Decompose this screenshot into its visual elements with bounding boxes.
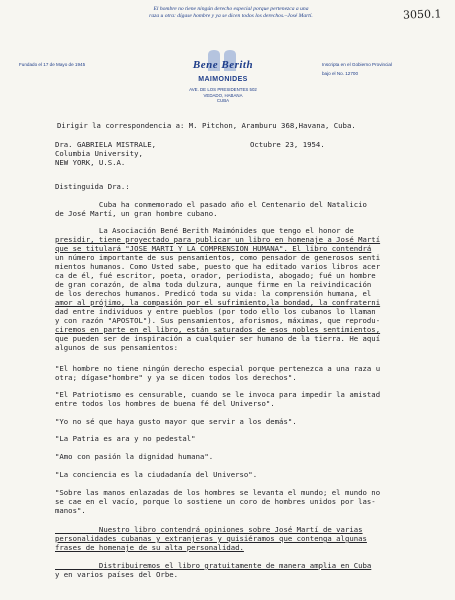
recipient-institution: Columbia University,: [55, 149, 143, 158]
letter-date: Octubre 23, 1954.: [250, 140, 325, 149]
body-line: amor al prójimo, la compasión por el sufrimiento,la bondad, la confraterni: [55, 298, 381, 307]
body-line: de gran corazón, de alma toda dulzura, aunque firme en la reivindicación: [55, 280, 372, 289]
quote-line: "Yo no sé que haya gusto mayor que servir a los demás".: [55, 417, 297, 426]
body-line: que se titulará "JOSE MARTI Y LA COMPRENSION HUMANA". El libro contendrá: [55, 244, 372, 253]
body-line: de José Martí, un gran hombre cubano.: [55, 209, 218, 218]
salutation: Distinguida Dra.:: [55, 182, 130, 191]
closing-line: frases de homenaje de su alta personalidad.: [55, 543, 244, 552]
quote-line: "La Patria es ara y no pedestal": [55, 434, 196, 443]
organization-address: [168, 87, 278, 104]
body-line: La Asociación Bené Berith Maimónides que tengo el honor de: [55, 226, 354, 235]
closing-line: Nuestro libro contendrá opiniones sobre José Martí de varias: [55, 525, 363, 534]
organization-subtitle: MAIMONIDES: [198, 76, 248, 83]
quote-line: se cae en el vacío, porque lo sostiene un coro de hombres unidos por las-: [55, 497, 376, 506]
recipient-city: NEW YORK, U.S.A.: [55, 158, 126, 167]
organization-name: Bene Berith: [192, 59, 254, 71]
motto-line: raza u otra: dígase hombre y ya se dicen todos los derechos.–José Martí.: [149, 13, 313, 19]
body-line: Cuba ha conmemorado el pasado año el Centenario del Natalicio: [55, 200, 367, 209]
quote-line: "El hombre no tiene ningún derecho especial porque pertenezca a una raza u: [55, 364, 381, 373]
quote-line: otra; dígase"hombre" y ya se dicen todos los derechos".: [55, 373, 297, 382]
archive-number: 3050.1: [402, 7, 442, 22]
body-line: ca de él, fué escritor, poeta, orador, periodista, abogado; fué un hombre: [55, 271, 376, 280]
quote-line: "Sobre las manos enlazadas de los hombres se levanta el mundo; el mundo no: [55, 488, 381, 497]
quote-line: "La conciencia es la ciudadanía del Universo".: [55, 470, 258, 479]
motto-line: El hombre no tiene ningún derecho especial porque pertenezca a una: [153, 6, 309, 12]
body-line: un número importante de sus pensamientos, como pensador de generosos senti: [55, 253, 381, 262]
correspondence-line: Dirigir la correspondencia a: M. Pitchon, Aramburu 368,Havana, Cuba.: [57, 121, 356, 130]
inscription: [322, 60, 392, 78]
closing-line: personalidades cubanas y extranjeras y quisiéramos que contenga algunas: [55, 534, 367, 543]
body-line: de los derechos humanos. Predicó toda su vida: la comprensión humana, el: [55, 289, 372, 298]
closing-line: y en varios países del Orbe.: [55, 570, 179, 579]
body-line: y con razón "APOSTOL"). Sus pensamientos, aforismos, máximas, que reprodu-: [55, 316, 381, 325]
quote-line: entre todos los hombres de buena fé del Universo".: [55, 399, 275, 408]
body-line: ciremos en parte en el libro, están saturados de esos nobles sentimientos,: [55, 325, 381, 334]
body-line: dad entre individuos y entre pueblos (por todo ello los cubanos lo llaman: [55, 307, 376, 316]
quote-line: "Amo con pasión la dignidad humana".: [55, 452, 214, 461]
body-line: algunos de sus pensamientos:: [55, 343, 179, 352]
founded-date: Fundado el 17 de Mayo de 1945: [19, 62, 86, 67]
inscription-line: Inscripta en el Gobierno Provincial: [322, 62, 392, 67]
address-line: VEDADO, HABANA: [203, 92, 243, 98]
letterhead-motto: [96, 6, 366, 20]
inscription-line: bajo el No. 12700: [322, 71, 359, 76]
letterhead-logo: [168, 49, 278, 113]
quote-line: manos".: [55, 506, 86, 515]
recipient-name: Dra. GABRIELA MISTRALE,: [55, 140, 157, 149]
quote-line: "El Patriotismo es censurable, cuando se le invoca para impedir la amistad: [55, 390, 381, 399]
body-line: presidir, tiene proyectado para publicar un libro en homenaje a José Martí: [55, 235, 381, 244]
body-line: mientos humanos. Como Usted sabe, puesto que ha editado varios libros acer: [55, 262, 381, 271]
closing-line: Distribuiremos el libro gratuitamente de manera amplia en Cuba: [55, 561, 372, 570]
address-line: AVE. DE LOS PRESIDENTES 502: [189, 87, 257, 92]
body-line: que pueden ser de inspiración a cualquier ser humano de la tierra. He aquí: [55, 334, 381, 343]
address-line: CUBA: [216, 98, 230, 104]
